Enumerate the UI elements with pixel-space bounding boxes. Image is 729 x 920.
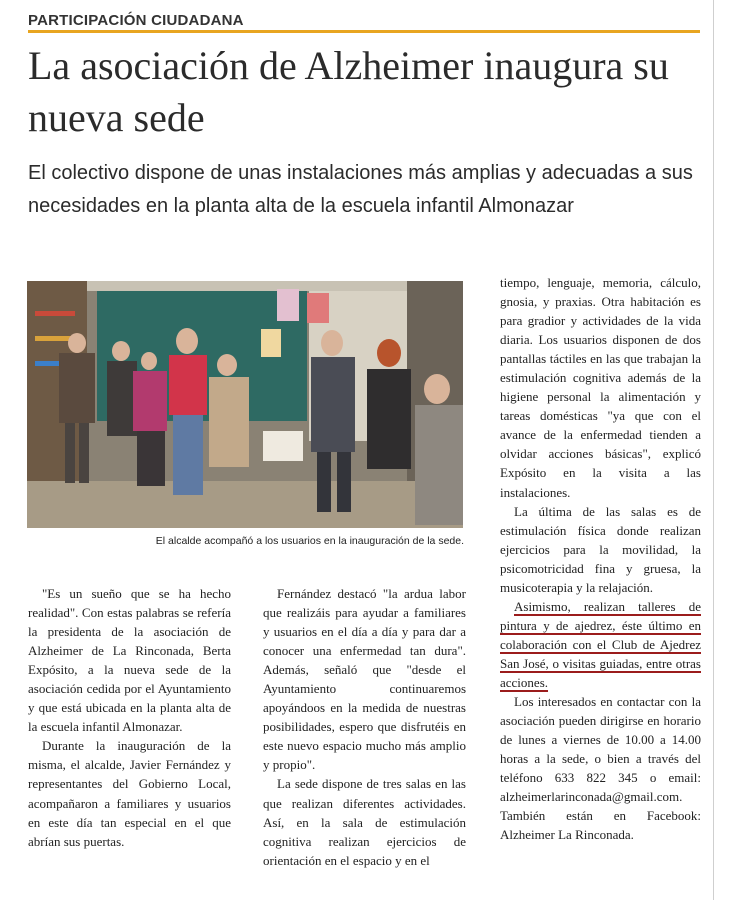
article-column-3 <box>500 273 701 844</box>
highlighted-paragraph <box>500 597 701 692</box>
paragraph: "Es un sueño que se ha hecho realidad". Con estas palabras se refería la presidenta de la asociación de Alzheimer de La Rinconada, Berta Expósito, a la nueva sede de la asociación cedida por el Ayuntamiento y que está ubicada en la planta alta de la escuela infantil Almonazar. <box>28 586 231 735</box>
subheadline: El colectivo dispone de unas instalaciones más amplias y adecuadas a sus necesidades en la planta alta de la escuela infantil Almonazar <box>28 162 693 217</box>
page-edge-line <box>713 0 714 900</box>
article-column-2 <box>263 584 466 870</box>
article-column-1 <box>28 584 231 851</box>
section-label: PARTICIPACIÓN CIUDADANA <box>28 12 244 29</box>
paragraph: La última de las salas es de estimulación física donde realizan ejercicios para la movilidad, la psicomotricidad fina y gruesa, la musicoterapia y la relajación. <box>500 503 701 595</box>
headline: La asociación de Alzheimer inaugura su nueva sede <box>28 43 669 140</box>
paragraph: Durante la inauguración de la misma, el alcalde, Javier Fernández y representantes del Gobierno Local, acompañaron a familiares y usuarios en este día tan especial en el que abrían sus puertas. <box>28 738 231 849</box>
paragraph: Fernández destacó "la ardua labor que realizáis para ayudar a familiares y usuarios en el día a día y para dar a conocer una enfermedad tan dura". Además, señaló que "desde el Ayuntamiento continuaremos apoyándoos en la medida de nuestras posibilidades, espero que disfrutéis en este nuevo espacio mucho más amplio y propio". <box>263 586 466 773</box>
section-rule <box>28 30 700 33</box>
photo-illustration <box>27 281 463 528</box>
paragraph: tiempo, lenguaje, memoria, cálculo, gnosia, y praxias. Otra habitación es para gradior y actividades de la vida diaria. Los usuarios disponen de dos pantallas táctiles en las que trabajan la estimulación cognitiva además de la higiene personal la alimentación y tareas domésticas "ya que con el avance de la enfermedad tienden a olvidar acciones básicas", explicó Expósito en la visita a las instalaciones. <box>500 275 701 500</box>
news-photo <box>27 281 463 528</box>
highlighted-text: Asimismo, realizan talleres de pintura y de ajedrez, éste último en colaboración con el Club de Ajedrez San José, o visitas guiadas, entre otras acciones. <box>500 598 701 690</box>
photo-caption: El alcalde acompañó a los usuarios en la inauguración de la sede. <box>155 535 464 547</box>
paragraph: Los interesados en contactar con la asociación pueden dirigirse en horario de lunes a viernes de 10.00 a 14.00 horas a la sede, o bien a través del teléfono 633 822 345 o email: alzheimerlarinconada@gmail.com. También están en Facebook: Alzheimer La Rinconada. <box>500 694 701 843</box>
paragraph: La sede dispone de tres salas en las que realizan diferentes actividades. Así, en la sala de estimulación cognitiva realizan ejercicios de orientación en el espacio y en el <box>263 776 466 868</box>
